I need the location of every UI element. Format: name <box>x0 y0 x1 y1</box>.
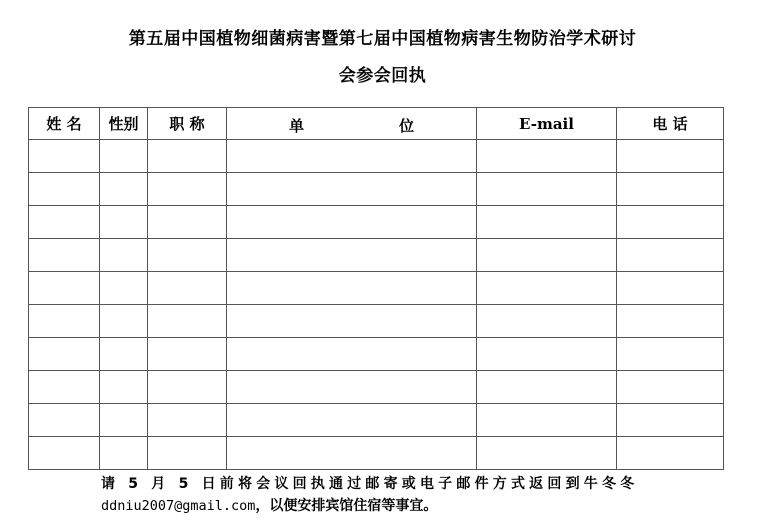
cell-unit <box>227 206 477 239</box>
table-row <box>29 404 724 437</box>
cell-gender <box>100 305 148 338</box>
header-gender: 性别 <box>100 108 148 140</box>
cell-email <box>477 173 617 206</box>
cell-unit <box>227 140 477 173</box>
header-name: 姓 名 <box>29 108 100 140</box>
cell-title <box>148 173 227 206</box>
table-row <box>29 239 724 272</box>
cell-name <box>29 140 100 173</box>
cell-unit <box>227 305 477 338</box>
cell-unit <box>227 371 477 404</box>
cell-name <box>29 272 100 305</box>
cell-phone <box>617 437 724 470</box>
cell-phone <box>617 338 724 371</box>
header-phone: 电 话 <box>617 108 724 140</box>
header-unit-part1: 单 <box>289 117 305 135</box>
cell-email <box>477 437 617 470</box>
return-instructions: 请 5 月 5 日前将会议回执通过邮寄或电子邮件方式返回到牛冬冬 <box>101 476 639 492</box>
contact-email: ddniu2007@gmail.com <box>101 498 256 514</box>
cell-email <box>477 140 617 173</box>
cell-gender <box>100 206 148 239</box>
cell-phone <box>617 206 724 239</box>
table-row <box>29 371 724 404</box>
header-unit-part2: 位 <box>399 117 415 135</box>
table-row <box>29 305 724 338</box>
cell-name <box>29 404 100 437</box>
header-email: E-mail <box>477 108 617 140</box>
cell-phone <box>617 404 724 437</box>
cell-email <box>477 305 617 338</box>
cell-gender <box>100 239 148 272</box>
cell-gender <box>100 272 148 305</box>
cell-email <box>477 239 617 272</box>
table-body <box>29 140 724 470</box>
document-subtitle: 会参会回执 <box>338 66 427 86</box>
cell-title <box>148 272 227 305</box>
cell-gender <box>100 437 148 470</box>
cell-name <box>29 239 100 272</box>
cell-title <box>148 206 227 239</box>
table-row <box>29 173 724 206</box>
cell-gender <box>100 338 148 371</box>
cell-name <box>29 305 100 338</box>
accommodation-note: ，以便安排宾馆住宿等事宜。 <box>255 498 438 514</box>
cell-phone <box>617 305 724 338</box>
table-row <box>29 206 724 239</box>
cell-email <box>477 404 617 437</box>
cell-unit <box>227 239 477 272</box>
table-row <box>29 338 724 371</box>
cell-gender <box>100 140 148 173</box>
header-title: 职 称 <box>148 108 227 140</box>
cell-title <box>148 437 227 470</box>
cell-email <box>477 338 617 371</box>
table-header-row <box>29 108 724 140</box>
return-instructions-contact <box>101 495 437 515</box>
registration-table <box>28 107 724 470</box>
table-row <box>29 437 724 470</box>
cell-name <box>29 338 100 371</box>
cell-name <box>29 206 100 239</box>
cell-unit <box>227 338 477 371</box>
cell-title <box>148 338 227 371</box>
cell-phone <box>617 272 724 305</box>
cell-gender <box>100 371 148 404</box>
table-row <box>29 272 724 305</box>
cell-gender <box>100 173 148 206</box>
cell-email <box>477 371 617 404</box>
cell-email <box>477 206 617 239</box>
cell-name <box>29 173 100 206</box>
cell-title <box>148 404 227 437</box>
cell-phone <box>617 173 724 206</box>
cell-phone <box>617 371 724 404</box>
cell-title <box>148 371 227 404</box>
cell-phone <box>617 140 724 173</box>
cell-unit <box>227 272 477 305</box>
document-title: 第五届中国植物细菌病害暨第七届中国植物病害生物防治学术研讨 <box>128 29 637 49</box>
table-row <box>29 140 724 173</box>
cell-email <box>477 272 617 305</box>
cell-unit <box>227 173 477 206</box>
cell-title <box>148 239 227 272</box>
cell-unit <box>227 437 477 470</box>
cell-unit <box>227 404 477 437</box>
cell-gender <box>100 404 148 437</box>
cell-name <box>29 437 100 470</box>
cell-title <box>148 305 227 338</box>
cell-phone <box>617 239 724 272</box>
cell-name <box>29 371 100 404</box>
header-unit <box>227 108 477 140</box>
cell-title <box>148 140 227 173</box>
